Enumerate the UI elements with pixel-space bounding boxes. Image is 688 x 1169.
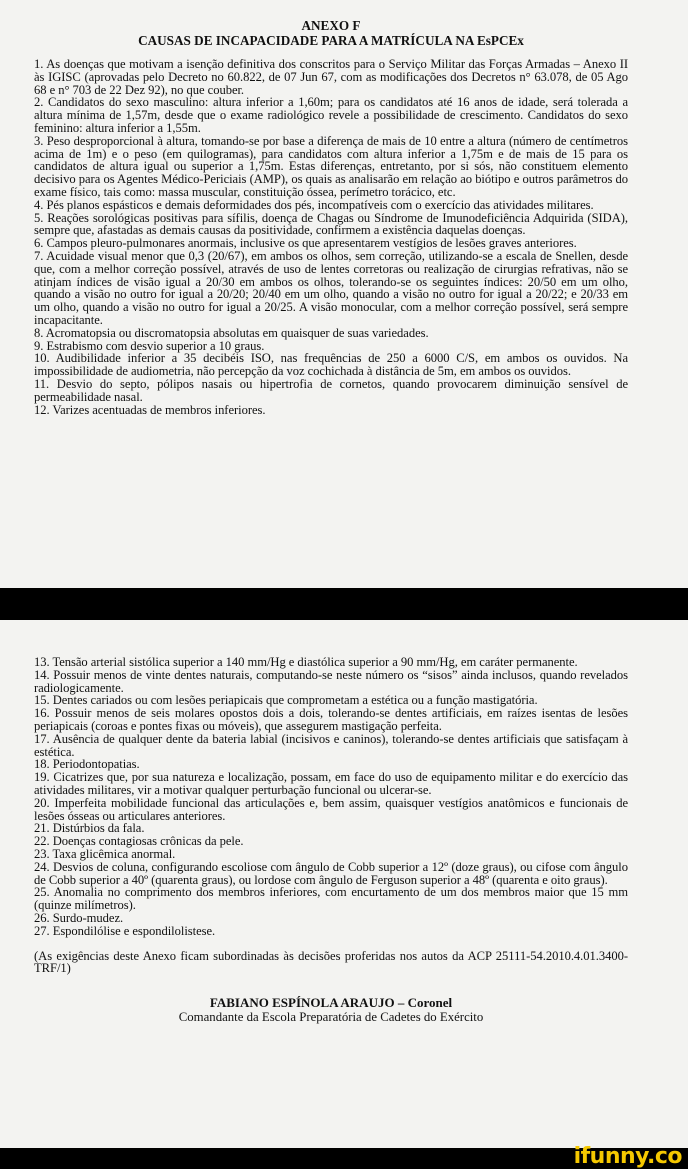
document-title: CAUSAS DE INCAPACIDADE PARA A MATRÍCULA NA EsPCEx bbox=[138, 33, 524, 48]
item-14: 14. Possuir menos de vinte dentes naturais, computando-se neste número os “sisos” ainda inclusos, quando revelados radiologicamente. bbox=[34, 667, 628, 695]
signature-block bbox=[34, 995, 628, 1025]
item-3: 3. Peso desproporcional à altura, tomando-se por base a diferença de mais de 10 entre a altura (número de centímetros acima de 1m) e o peso (em quilogramas), para candidatos com altura inferior a 1,75m e de mais de 15 para os candidatos de altura igual ou superior a 1,75m. Estas diferenças, entretanto, por si sós, não constituem elemento decisivo para os Agentes Médico-Periciais (AMP), os quais as analisarão em relação ao biótipo e outros parâmetros do exame físico, tais como: massa muscular, constituição óssea, perímetro torácico, etc. bbox=[34, 133, 628, 199]
item-8: 8. Acromatopsia ou discromatopsia absolutas em quaisquer de suas variedades. bbox=[34, 325, 429, 340]
item-27: 27. Espondilólise e espondilolistese. bbox=[34, 923, 216, 938]
item-11: 11. Desvio do septo, pólipos nasais ou hipertrofia de cornetos, quando provocarem diminuição sensível de permeabilidade nasal. bbox=[34, 376, 628, 404]
item-12: 12. Varizes acentuadas de membros inferiores. bbox=[34, 402, 266, 417]
item-23: 23. Taxa glicêmica anormal. bbox=[34, 846, 176, 861]
item-17: 17. Ausência de qualquer dente da bateria labial (incisivos e caninos), tolerando-se dentes artificiais que satisfaçam à estética. bbox=[34, 731, 628, 759]
item-6: 6. Campos pleuro-pulmonares anormais, inclusive os que apresentarem vestígios de lesões graves anteriores. bbox=[34, 236, 577, 251]
item-9: 9. Estrabismo com desvio superior a 10 graus. bbox=[34, 338, 265, 353]
item-18: 18. Periodontopatias. bbox=[34, 757, 140, 772]
item-22: 22. Doenças contagiosas crônicas da pele. bbox=[34, 834, 244, 849]
item-5: 5. Reações sorológicas positivas para sífilis, doença de Chagas ou Síndrome de Imunodeficiência Adquirida (SIDA), sempre que, afastadas as demais causas da positividade, confirmem a existência daquelas doenças. bbox=[34, 210, 628, 238]
item-21: 21. Distúrbios da fala. bbox=[34, 821, 145, 836]
item-19: 19. Cicatrizes que, por sua natureza e localização, possam, em face do uso de equipamento militar e do exercício das atividades militares, vir a motivar qualquer perturbação funcional ou ulcerar-se. bbox=[34, 770, 628, 797]
signer-name: FABIANO ESPÍNOLA ARAUJO – Coronel bbox=[209, 995, 453, 1011]
item-10: 10. Audibilidade inferior a 35 decibéis ISO, nas frequências de 250 a 6000 C/S, em ambos os ouvidos. Na impossibilidade de audiometria, não percepção da voz cochichada à distância de 5m, em ambos os ouvidos. bbox=[34, 351, 628, 379]
item-26: 26. Surdo-mudez. bbox=[34, 910, 124, 925]
item-24: 24. Desvios de coluna, configurando escoliose com ângulo de Cobb superior a 12º (doze graus), ou cifose com ângulo de Cobb superior a 40º (quarenta graus), ou lordose com ângulo de Ferguson superior a 48º (quarenta e oito graus). bbox=[34, 859, 628, 887]
item-13: 13. Tensão arterial sistólica superior a 140 mm/Hg e diastólica superior a 90 mm/Hg, em caráter permanente. bbox=[34, 655, 578, 669]
item-7: 7. Acuidade visual menor que 0,3 (20/67), em ambos os olhos, sem correção, utilizando-se a escala de Snellen, desde que, com a melhor correção possível, através de uso de lentes corretoras ou realização de cirurgias refrativas, não se atinjam índices de visão igual a 20/30 em ambos os olhos, tolerando-se os seguintes índices: 20/50 em um olho, quando a visão no outro for igual a 20/20; 20/40 em um olho, quando a visão no outro for igual a 20/22; e 20/33 em um olho, quando a visão no outro for igual a 20/25. A visão monocular, com a melhor correção possível, será sempre incapacitante. bbox=[34, 248, 628, 327]
item-4: 4. Pés planos espásticos e demais deformidades dos pés, incompatíveis com o exercício das atividades militares. bbox=[34, 197, 594, 212]
document-page-bottom bbox=[0, 620, 688, 1148]
ifunny-watermark: ifunny.co bbox=[573, 1144, 682, 1169]
item-25: 25. Anomalia no comprimento dos membros inferiores, com encurtamento de um dos membros maior que 15 mm (quinze milímetros). bbox=[34, 885, 628, 913]
item-16: 16. Possuir menos de seis molares opostos dois a dois, tolerando-se dentes artificiais, em raízes isentas de lesões periapicais (coroas e pontes fixas ou móveis), que assegurem mastigação perfeita. bbox=[34, 706, 628, 733]
signer-title: Comandante da Escola Preparatória de Cadetes do Exército bbox=[178, 1010, 484, 1025]
item-20: 20. Imperfeita mobilidade funcional das articulações e, bem assim, quaisquer vestígios anatômicos e funcionais de lesões ósseas ou articulares anteriores. bbox=[34, 795, 628, 823]
item-15: 15. Dentes cariados ou com lesões periapicais que comprometam a estética ou a função mastigatória. bbox=[34, 693, 538, 708]
item-2: 2. Candidatos do sexo masculino: altura inferior a 1,60m; para os candidatos até 16 anos de idade, será tolerada a altura mínima de 1,57m, desde que o exame radiológico revele a possibilidade de crescimento. Candidatos do sexo feminino: altura inferior a 1,55m. bbox=[34, 95, 628, 135]
legal-note: (As exigências deste Anexo ficam subordinadas às decisões proferidas nos autos da ACP 25111-54.2010.4.01.3400-TRF/1) bbox=[34, 948, 628, 976]
item-1: 1. As doenças que motivam a isenção definitiva dos conscritos para o Serviço Militar das Forças Armadas – Anexo II às IGISC (aprovadas pelo Decreto no 60.822, de 07 Jun 67, com as modificações dos Decretos n° 63.078, de 05 Ago 68 e n° 703 de 22 Dez 92), no que couber. bbox=[34, 57, 628, 97]
annex-label: ANEXO F bbox=[301, 18, 361, 33]
